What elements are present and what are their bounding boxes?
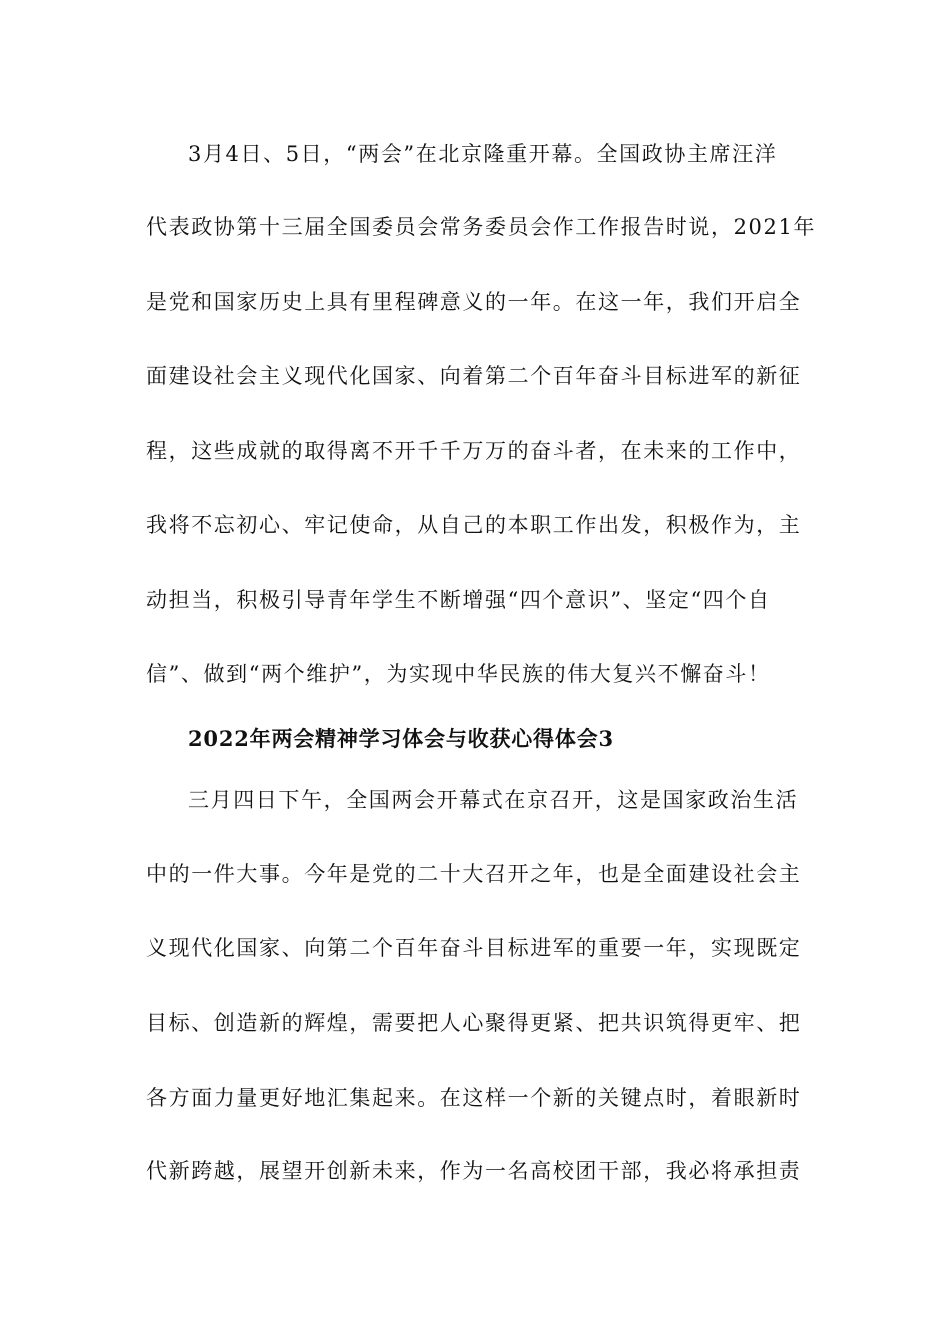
paragraph-line: 代表政协第十三届全国委员会常务委员会作工作报告时说，2021年 — [146, 215, 817, 239]
paragraph-line: 程，这些成就的取得离不开千千万万的奋斗者，在未来的工作中， — [146, 439, 802, 463]
paragraph-line: 义现代化国家、向第二个百年奋斗目标进军的重要一年，实现既定 — [146, 936, 802, 960]
paragraph-line: 代新跨越，展望开创新未来，作为一名高校团干部，我必将承担责 — [146, 1159, 802, 1183]
paragraph-line: 动担当，积极引导青年学生不断增强“四个意识”、坚定“四个自 — [146, 588, 771, 612]
paragraph-line: 目标、创造新的辉煌，需要把人心聚得更紧、把共识筑得更牢、把 — [146, 1011, 802, 1035]
paragraph-line: 是党和国家历史上具有里程碑意义的一年。在这一年，我们开启全 — [146, 290, 802, 314]
paragraph-line: 面建设社会主义现代化国家、向着第二个百年奋斗目标进军的新征 — [146, 364, 802, 388]
paragraph-line: 三月四日下午，全国两会开幕式在京召开，这是国家政治生活 — [188, 788, 799, 812]
paragraph-line: 我将不忘初心、牢记使命，从自己的本职工作出发，积极作为，主 — [146, 513, 802, 537]
paragraph-line: 中的一件大事。今年是党的二十大召开之年，也是全面建设社会主 — [146, 862, 802, 886]
paragraph-line: 信”、做到“两个维护”，为实现中华民族的伟大复兴不懈奋斗！ — [146, 662, 771, 686]
paragraph-line: 各方面力量更好地汇集起来。在这样一个新的关键点时，着眼新时 — [146, 1086, 802, 1110]
paragraph-line: 3月4日、5日，“两会”在北京隆重开幕。全国政协主席汪洋 — [188, 142, 778, 166]
section-heading: 2022年两会精神学习体会与收获心得体会3 — [188, 726, 614, 751]
